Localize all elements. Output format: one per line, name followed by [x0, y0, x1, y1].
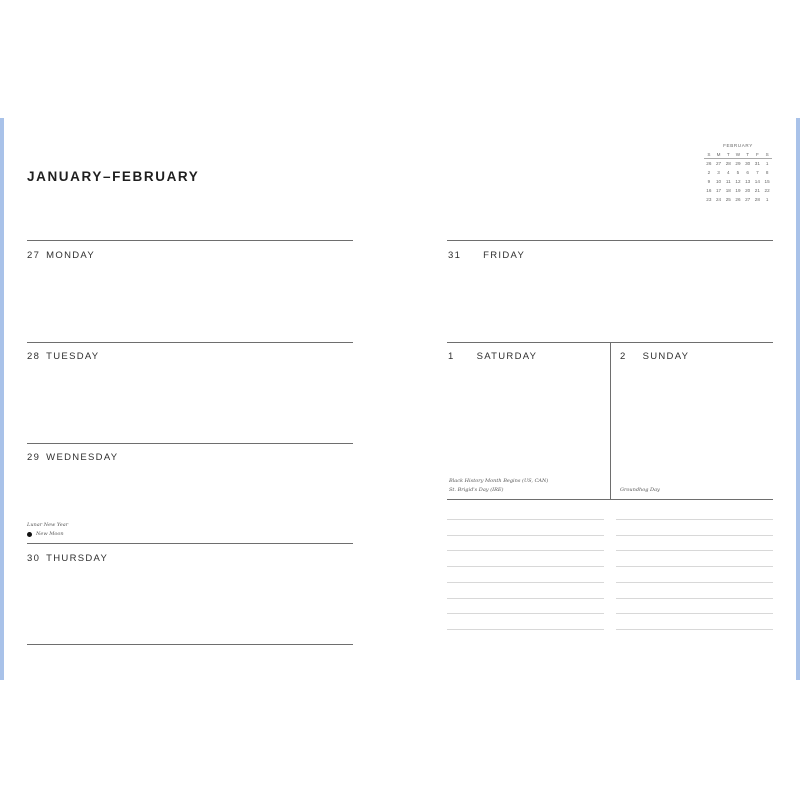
mini-calendar-day: 12	[735, 179, 741, 184]
rule-line	[447, 499, 773, 500]
mini-calendar-day: 22	[764, 188, 770, 193]
mini-calendar-day: 29	[735, 161, 741, 166]
rule-line	[27, 443, 353, 444]
mini-calendar-day: 11	[725, 179, 731, 184]
day-name: WEDNESDAY	[46, 452, 119, 463]
day-name: SUNDAY	[642, 351, 690, 362]
event-new-moon	[27, 531, 64, 537]
mini-calendar-weekday: T	[743, 150, 753, 159]
mini-calendar-day: 20	[745, 188, 751, 193]
mini-calendar-day: 13	[745, 179, 751, 184]
day-name: SATURDAY	[476, 351, 538, 362]
mini-calendar-day: 1	[765, 161, 769, 166]
day-name: MONDAY	[46, 250, 95, 261]
notes-line	[447, 598, 604, 599]
mini-calendar-day: 18	[725, 188, 731, 193]
rule-line	[447, 240, 773, 241]
day-label-sunday	[620, 351, 689, 362]
day-number: 27	[27, 250, 41, 261]
notes-line	[447, 629, 604, 630]
planner-spread	[0, 118, 800, 680]
notes-line	[616, 566, 773, 567]
day-number: 30	[27, 553, 41, 564]
mini-calendar-day: 28	[754, 197, 760, 202]
page-title: JANUARY–FEBRUARY	[27, 169, 200, 184]
mini-calendar-day: 2	[707, 170, 711, 175]
mini-calendar-day: 28	[725, 161, 731, 166]
mini-calendar-day: 1	[765, 197, 769, 202]
mini-calendar-day: 9	[707, 179, 711, 184]
mini-calendar-day: 27	[715, 161, 722, 166]
mini-calendar-day: 5	[736, 170, 740, 175]
mini-calendar-weekday: M	[714, 150, 724, 159]
mini-calendar-grid	[704, 150, 772, 204]
mini-calendar-week	[704, 177, 772, 186]
mini-calendar-week	[704, 168, 772, 177]
mini-calendar-week	[704, 159, 772, 169]
notes-line	[616, 613, 773, 614]
notes-line	[616, 598, 773, 599]
day-number: 31	[448, 250, 462, 261]
mini-calendar-week	[704, 186, 772, 195]
notes-line	[616, 629, 773, 630]
day-name: THURSDAY	[46, 553, 109, 564]
mini-calendar	[704, 143, 772, 204]
mini-calendar-day: 25	[725, 197, 731, 202]
mini-calendar-day: 26	[735, 197, 741, 202]
day-number: 29	[27, 452, 41, 463]
mini-calendar-day: 10	[715, 179, 722, 184]
notes-line	[616, 582, 773, 583]
day-name: TUESDAY	[46, 351, 100, 362]
event-groundhog-day: Groundhog Day	[620, 487, 660, 493]
page-edge-left	[0, 118, 4, 680]
notes-line	[447, 535, 604, 536]
page-edge-right	[796, 118, 800, 680]
mini-calendar-month: FEBRUARY	[723, 143, 753, 148]
notes-line	[616, 519, 773, 520]
day-label-tuesday	[27, 351, 99, 362]
day-label-thursday	[27, 553, 108, 564]
day-number: 2	[620, 351, 627, 362]
day-label-friday	[448, 250, 525, 261]
rule-line	[27, 543, 353, 544]
mini-calendar-day: 23	[706, 197, 712, 202]
new-moon-icon	[27, 532, 32, 537]
mini-calendar-day: 21	[754, 188, 760, 193]
mini-calendar-day: 16	[706, 188, 712, 193]
mini-calendar-weekday: W	[733, 150, 743, 159]
day-number: 1	[448, 351, 455, 362]
rule-line	[27, 240, 353, 241]
mini-calendar-day: 6	[746, 170, 749, 175]
mini-calendar-day: 15	[764, 179, 770, 184]
weekend-divider	[610, 342, 611, 499]
day-label-wednesday	[27, 452, 118, 463]
notes-line	[447, 550, 604, 551]
notes-line	[447, 582, 604, 583]
day-number: 28	[27, 351, 41, 362]
mini-calendar-day: 17	[715, 188, 722, 193]
mini-calendar-day: 31	[754, 161, 760, 166]
mini-calendar-day: 26	[706, 161, 712, 166]
event-black-history-month: Black History Month Begins (US, CAN)	[449, 478, 549, 484]
notes-line	[447, 566, 604, 567]
mini-calendar-day: 27	[745, 197, 751, 202]
mini-calendar-weekday: F	[753, 150, 763, 159]
day-name: FRIDAY	[483, 250, 526, 261]
day-label-monday	[27, 250, 95, 261]
notes-line	[447, 613, 604, 614]
mini-calendar-week	[704, 195, 772, 204]
mini-calendar-day: 8	[765, 170, 769, 175]
mini-calendar-day: 4	[726, 170, 730, 175]
mini-calendar-weekday: S	[762, 150, 772, 159]
day-label-saturday	[448, 351, 537, 362]
rule-line	[27, 644, 353, 645]
event-label: New Moon	[36, 531, 64, 537]
mini-calendar-day: 3	[717, 170, 720, 175]
mini-calendar-day: 19	[735, 188, 741, 193]
notes-line	[616, 535, 773, 536]
mini-calendar-weekday: S	[704, 150, 714, 159]
mini-calendar-day: 7	[756, 170, 759, 175]
mini-calendar-day: 30	[745, 161, 751, 166]
event-lunar-new-year: Lunar New Year	[27, 522, 69, 528]
notes-line	[447, 519, 604, 520]
rule-line	[27, 342, 353, 343]
event-st-brigids-day: St. Brigid's Day (IRE)	[449, 487, 504, 493]
mini-calendar-weekday: T	[723, 150, 733, 159]
notes-line	[616, 550, 773, 551]
mini-calendar-day: 24	[715, 197, 722, 202]
mini-calendar-day: 14	[754, 179, 760, 184]
